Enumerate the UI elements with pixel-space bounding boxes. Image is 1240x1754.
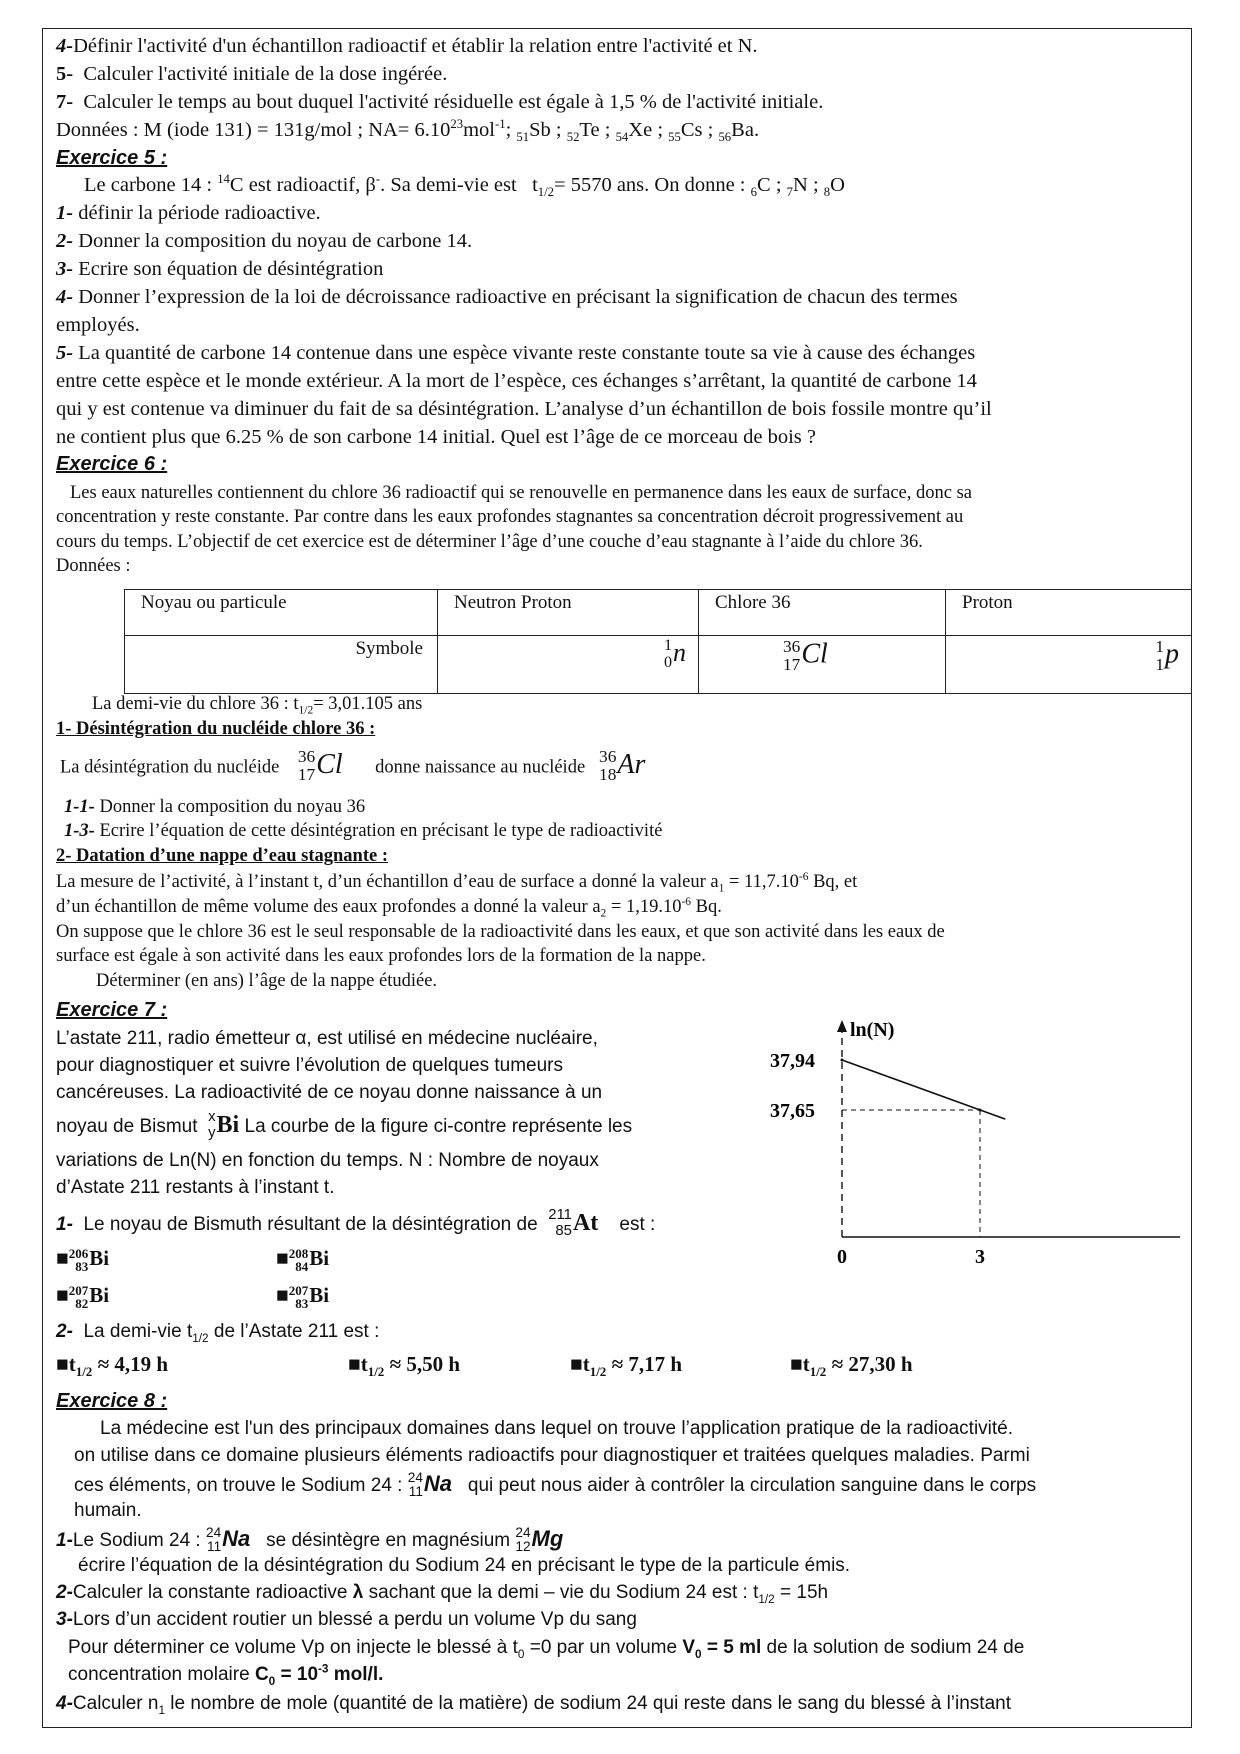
ex8-p4: humain. — [74, 1500, 142, 1521]
ex6-s2-title: 2- Datation d’une nappe d’eau stagnante : — [56, 846, 389, 866]
y-axis-label: ln(N) — [850, 1019, 895, 1041]
bi-option-2[interactable]: ■ 208 84 Bi — [276, 1245, 330, 1275]
ex8-q1: 1-Le Sodium 24 : 24 11 Na se désintègre en magnésium 24 12 Mg — [56, 1525, 564, 1555]
ex6-s2-l3: On suppose que le chlore 36 est le seul responsable de la radioactivité dans les eaux, et que son activité dans les eaux de — [56, 922, 945, 942]
prev-q5: 5- Calculer l'activité initiale de la dose ingérée. — [56, 63, 448, 85]
ex5-q2: 2- Donner la composition du noyau de carbone 14. — [56, 230, 473, 252]
half-option-1[interactable]: $■t_{1/2} \approx 4,19$ h — [56, 1352, 169, 1380]
bi-option-3[interactable]: ■ 207 82 Bi — [56, 1282, 110, 1312]
ex7-l3: cancéreuses. La radioactivité de ce noyau donne naissance à un — [56, 1082, 603, 1103]
ex6-s2-l4: surface est égale à son activité dans les eaux profondes lors de la formation de la nappe. — [56, 946, 706, 966]
ex5-q4-cont: employés. — [56, 314, 140, 336]
bi-option-1[interactable]: ■ 206 83 Bi — [56, 1245, 110, 1275]
ex5-title: Exercice 5 : — [56, 147, 168, 169]
prev-donnees: Données : M (iode 131) = 131g/mol ; $NA= 6.10^{23}mol^{-1}$; $_{51}$Sb ; $_{52}$Te ; $_{54}$Xe ; $_{55}$Cs ; $_{56}$Ba. — [56, 117, 760, 145]
half-option-2[interactable]: $■t_{1/2} \approx 5,50$ h — [348, 1352, 461, 1380]
ex7-q1: 1- Le noyau de Bismuth résultant de la désintégration de 211 85 At est : — [56, 1207, 656, 1239]
ex5-q1: 1- définir la période radioactive. — [56, 202, 321, 224]
ex6-p1: Les eaux naturelles contiennent du chlore 36 radioactif qui se renouvelle en permanence dans les eaux de surface, donc sa — [70, 483, 973, 503]
th-proton: Proton — [946, 590, 1192, 636]
th-neutron: Neutron Proton — [438, 590, 699, 636]
data-point — [841, 1059, 844, 1062]
ex7-q2: 2- La demi-vie $t_{1/2}$ de l’Astate 211 est : — [56, 1321, 380, 1345]
ex6-s2-l5: Déterminer (en ans) l’âge de la nappe étudiée. — [96, 971, 438, 991]
ex7-l6: d’Astate 211 restants à l’instant t. — [56, 1177, 335, 1198]
y-tick-label: 37,65 — [770, 1100, 815, 1122]
ex6-s1-title: 1- Désintégration du nucléide chlore 36 : — [56, 719, 376, 739]
ex6-half-life: La demi-vie du chlore 36 : $t_{1/2}= 3,01.105$ ans — [92, 694, 423, 717]
td-symbole: Symbole — [125, 636, 438, 694]
y-axis-arrow — [837, 1020, 847, 1032]
element-symbol: $_7$N — [786, 174, 808, 200]
ex8-q4: 4-Calculer $n_1$ le nombre de mole (quantité de la matière) de sodium 24 qui reste dans le sang du blessé à l’instant — [56, 1693, 1011, 1717]
element-symbol: $_{54}$Xe — [615, 119, 653, 145]
element-symbol: $_6$C — [750, 174, 771, 200]
ex5-intro: Le carbone 14 : $^{14}$C est radioactif, β-. Sa demi-vie est $t_{1/2}= 5570$ ans. On donne : $_6$C ; $_7$N ; $_8$O — [84, 172, 845, 200]
prev-q7: 7- Calculer le temps au bout duquel l'activité résiduelle est égale à 1,5 % de l'activité initiale. — [56, 91, 824, 113]
ex6-donnees: Données : — [56, 556, 131, 576]
ex8-q3: 3-Lors d’un accident routier un blessé a perdu un volume Vp du sang — [56, 1609, 637, 1630]
element-symbol: $_{56}$Ba — [718, 119, 754, 145]
ex7-l1: L’astate 211, radio émetteur α, est utilisé en médecine nucléaire, — [56, 1028, 598, 1049]
element-symbol: $_{52}$Te — [566, 119, 600, 145]
ex8-p3: ces éléments, on trouve le Sodium 24 : 24 11 Na qui peut nous aider à contrôler la circulation sanguine dans le corps — [74, 1470, 1037, 1500]
ex8-q2: 2-Calculer la constante radioactive λ sachant que la demi – vie du Sodium 24 est : $t_{1/2} = 15h$ — [56, 1582, 829, 1606]
td-proton: 1 1 p — [946, 636, 1192, 694]
ex7-l4: noyau de Bismut x y Bi La courbe de la figure ci-contre représente les — [56, 1109, 633, 1141]
data-table — [124, 589, 1192, 694]
ex5-q4: 4- Donner l’expression de la loi de décroissance radioactive en précisant la signification de chacun des termes — [56, 286, 958, 308]
td-chlore: 36 17 Cl — [699, 636, 946, 694]
ex8-p2: on utilise dans ce domaine plusieurs éléments radioactifs pour diagnostiquer et traitées quelques maladies. Parmi — [74, 1445, 1030, 1466]
ex6-p2: concentration y reste constante. Par contre dans les eaux profondes stagnantes sa concentration décroit progressivement au — [56, 507, 964, 527]
ex8-p1: La médecine est l'un des principaux domaines dans lequel on trouve l’application pratique de la radioactivité. — [100, 1418, 1014, 1439]
element-symbol: $_8$O — [823, 174, 845, 200]
half-option-4[interactable]: $■t_{1/2} \approx 27,30$ h — [790, 1352, 913, 1380]
prev-q4: 4-Définir l'activité d'un échantillon radioactif et établir la relation entre l'activité et N. — [56, 35, 758, 57]
ex8-title: Exercice 8 : — [56, 1390, 168, 1412]
element-symbol: $_{51}$Sb — [516, 119, 551, 145]
ex7-l2: pour diagnostiquer et suivre l’évolution de quelques tumeurs — [56, 1055, 563, 1076]
element-list: $_{51}$Sb ; $_{52}$Te ; $_{54}$Xe ; $_{55}$Cs ; $_{56}$Ba. — [516, 119, 760, 145]
ex8-q1-cont: écrire l’équation de la désintégration du Sodium 24 en précisant le type de la particule émis. — [78, 1555, 851, 1576]
ex6-s1-text: La désintégration du nucléide 36 17 Cl donne naissance au nucléide 36 18 Ar — [60, 747, 646, 785]
bi-option-4[interactable]: ■ 207 83 Bi — [276, 1282, 330, 1312]
ex5-q3: 3- Ecrire son équation de désintégration — [56, 258, 384, 280]
ex7-l5: variations de Ln(N) en fonction du temps. N : Nombre de noyaux — [56, 1150, 599, 1171]
ex5-q5-l3: qui y est contenue va diminuer du fait de sa désintégration. L’analyse d’un échantillon de bois fossile montre qu’il — [56, 398, 992, 420]
ex5-q5-l4: ne contient plus que 6.25 % de son carbone 14 initial. Quel est l’âge de ce morceau de bois ? — [56, 426, 816, 448]
ex7-title: Exercice 7 : — [56, 999, 168, 1021]
half-option-3[interactable]: $■t_{1/2} \approx 7,17$ h — [570, 1352, 683, 1380]
ex6-s2-l2: d’un échantillon de même volume des eaux profondes a donné la valeur $a_2 = 1,19.10^{-6}$ Bq. — [56, 895, 722, 920]
ex6-p3: cours du temps. L’objectif de cet exercice est de déterminer l’âge d’une couche d’eau stagnante à l’aide du chlore 36. — [56, 532, 923, 552]
given-elements: $_6$C ; $_7$N ; $_8$O — [750, 174, 845, 200]
ex6-s2-l1: La mesure de l’activité, à l’instant t, d’un échantillon d’eau de surface a donné la valeur $a_1 = 11,7.10^{-6}$ Bq, et — [56, 870, 858, 895]
th-noyau: Noyau ou particule — [125, 590, 438, 636]
ex8-q3-c: concentration molaire $C_0 = 10^{-3}$ mol/l. — [68, 1662, 384, 1688]
ex5-q5: 5- La quantité de carbone 14 contenue dans une espèce vivante reste constante toute sa vie à cause des échanges — [56, 342, 976, 364]
x-tick-label: 0 — [837, 1246, 847, 1268]
ex6-title: Exercice 6 : — [56, 453, 168, 475]
ex6-q13: 1-3- Ecrire l’équation de cette désintégration en précisant le type de radioactivité — [64, 821, 663, 841]
th-chlore: Chlore 36 — [699, 590, 946, 636]
ex5-q5-l2: entre cette espèce et le monde extérieur. A la mort de l’espèce, ces échanges s’arrêtant, la quantité de carbone 14 — [56, 370, 977, 392]
x-tick-label: 3 — [975, 1246, 985, 1268]
ex8-q3-b: Pour déterminer ce volume Vp on injecte le blessé à $t_0 =0$ par un volume $V_0 = 5$ ml de la solution de sodium 24 de — [68, 1637, 1025, 1661]
y-tick-label: 37,94 — [770, 1050, 815, 1072]
ln-n-chart — [760, 1012, 1180, 1282]
ex6-q11: 1-1- Donner la composition du noyau 36 — [64, 797, 366, 817]
element-symbol: $_{55}$Cs — [668, 119, 703, 145]
td-neutron: 1 0 n — [438, 636, 699, 694]
